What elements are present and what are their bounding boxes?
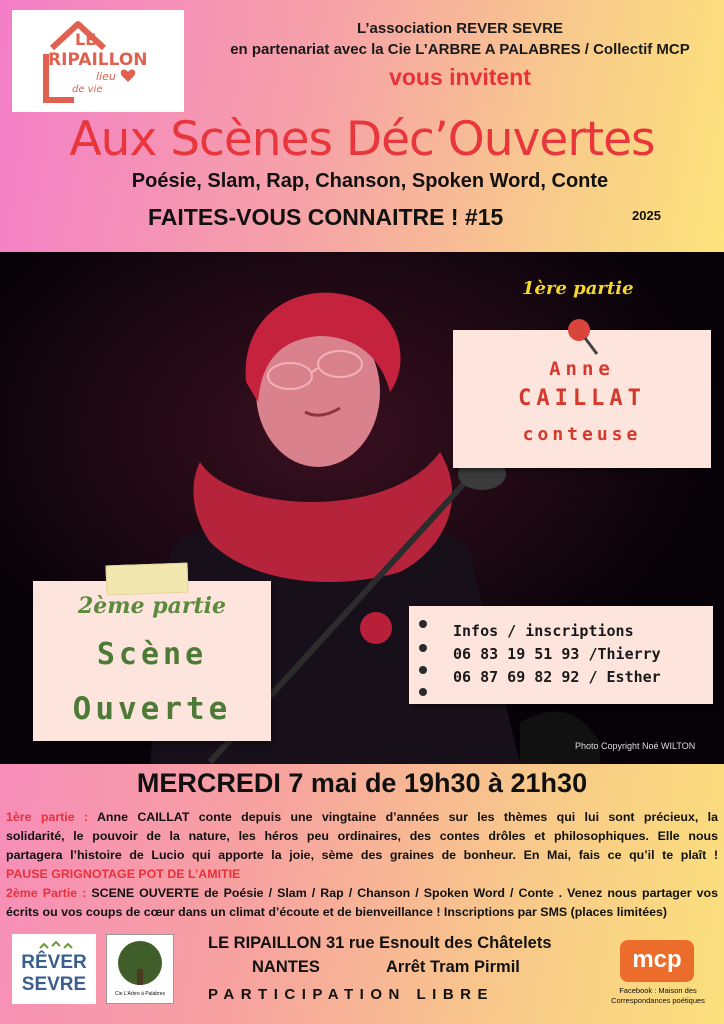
part1-prefix: 1ère partie : bbox=[6, 810, 97, 824]
arbre-palabres-logo bbox=[106, 934, 174, 1004]
pushpin-icon bbox=[563, 316, 599, 356]
tree-icon bbox=[107, 935, 173, 991]
mcp-caption-line: Correspondances poétiques bbox=[611, 996, 705, 1005]
arbre-caption: Cie L’Arbre à Palabres bbox=[114, 991, 166, 997]
part2-line-1: Scène bbox=[96, 637, 208, 672]
logo-text-ripaillon: RIPAILLON bbox=[48, 50, 148, 70]
rever-sevre-logo bbox=[12, 934, 96, 1004]
genres-line: Poésie, Slam, Rap, Chanson, Spoken Word, Conte bbox=[131, 170, 609, 192]
part2-label: 2ème partie bbox=[78, 593, 226, 619]
description bbox=[6, 808, 718, 922]
mcp-caption bbox=[596, 986, 720, 1006]
year: 2025 bbox=[632, 208, 661, 223]
bullet-icon bbox=[419, 644, 427, 652]
rever-text: RÊVER bbox=[21, 952, 87, 973]
performer-first-name: Anne bbox=[549, 358, 615, 380]
tram-stop: Arrêt Tram Pirmil bbox=[386, 958, 520, 976]
logo-script-2: de vie bbox=[72, 84, 103, 95]
bullet-icon bbox=[419, 688, 427, 696]
part2-prefix: 2ème Partie : bbox=[6, 886, 92, 900]
heart-icon bbox=[121, 69, 135, 82]
venue-address: LE RIPAILLON 31 rue Esnoult des Châtelets bbox=[208, 934, 552, 952]
pause-line: PAUSE GRIGNOTAGE POT DE L’AMITIE bbox=[6, 867, 241, 881]
performer-last-name: CAILLAT bbox=[518, 386, 646, 411]
phone-esther[interactable]: 06 87 69 82 92 / Esther bbox=[453, 668, 661, 686]
photo-credit: Photo Copyright Noé WILTON bbox=[575, 741, 696, 751]
venue-city: NANTES bbox=[252, 958, 320, 976]
mcp-logo bbox=[620, 940, 694, 982]
bullet-icon bbox=[419, 620, 427, 628]
desc-line: solidarité, le pouvoir de la nature, les héros peu ordinaires, des contes drôles et philosophiques. Elle nous bbox=[6, 829, 718, 843]
part2-line-2: Ouverte bbox=[72, 691, 232, 727]
performer-role: conteuse bbox=[522, 424, 642, 445]
logo-text-le: LE bbox=[75, 30, 97, 49]
desc-line: Anne CAILLAT conte depuis une vingtaine d’années sur les thèmes qui lui sont précieux, la bbox=[96, 810, 718, 824]
phone-thierry[interactable]: 06 83 19 51 93 /Thierry bbox=[453, 645, 661, 663]
ripaillon-logo bbox=[12, 10, 184, 112]
desc-line: SCENE OUVERTE de Poésie / Slam / Rap / Chanson / Spoken Word / Conte . Venez nous partager vos bbox=[91, 886, 718, 900]
desc-line: écrits ou vos coups de cœur dans un climat d’écoute et de bienveillance ! Inscriptions par SMS (places limitées) bbox=[6, 905, 668, 919]
part2-note bbox=[33, 581, 271, 741]
participation-libre: PARTICIPATION LIBRE bbox=[208, 986, 494, 1003]
infos-title: Infos / inscriptions bbox=[453, 622, 634, 640]
logo-script-1: lieu bbox=[96, 70, 116, 83]
bullet-icon bbox=[419, 666, 427, 674]
mcp-caption-line: Facebook : Maison des bbox=[619, 986, 697, 995]
partnership-line: en partenariat avec la Cie L’ARBRE A PALABRES / Collectif MCP bbox=[230, 41, 690, 58]
slogan: FAITES-VOUS CONNAITRE ! #15 bbox=[148, 204, 504, 230]
invite-text: vous invitent bbox=[389, 64, 531, 90]
sevre-text: SEVRE bbox=[21, 974, 87, 995]
part1-note bbox=[453, 330, 711, 468]
tape-strip bbox=[106, 563, 189, 596]
infos-box bbox=[409, 606, 713, 704]
association-line: L’association REVER SEVRE bbox=[357, 20, 563, 37]
event-title: Aux Scènes Déc’Ouvertes bbox=[69, 112, 655, 167]
mcp-logo-text: mcp bbox=[632, 946, 682, 973]
part1-label: 1ère partie bbox=[522, 278, 634, 299]
event-date: MERCREDI 7 mai de 19h30 à 21h30 bbox=[136, 768, 588, 798]
desc-line: partagera l’histoire de Lucio qui apporte la joie, sème des graines de bonheur. En Mai, fais ce qu’il te plaît ! bbox=[6, 848, 718, 862]
